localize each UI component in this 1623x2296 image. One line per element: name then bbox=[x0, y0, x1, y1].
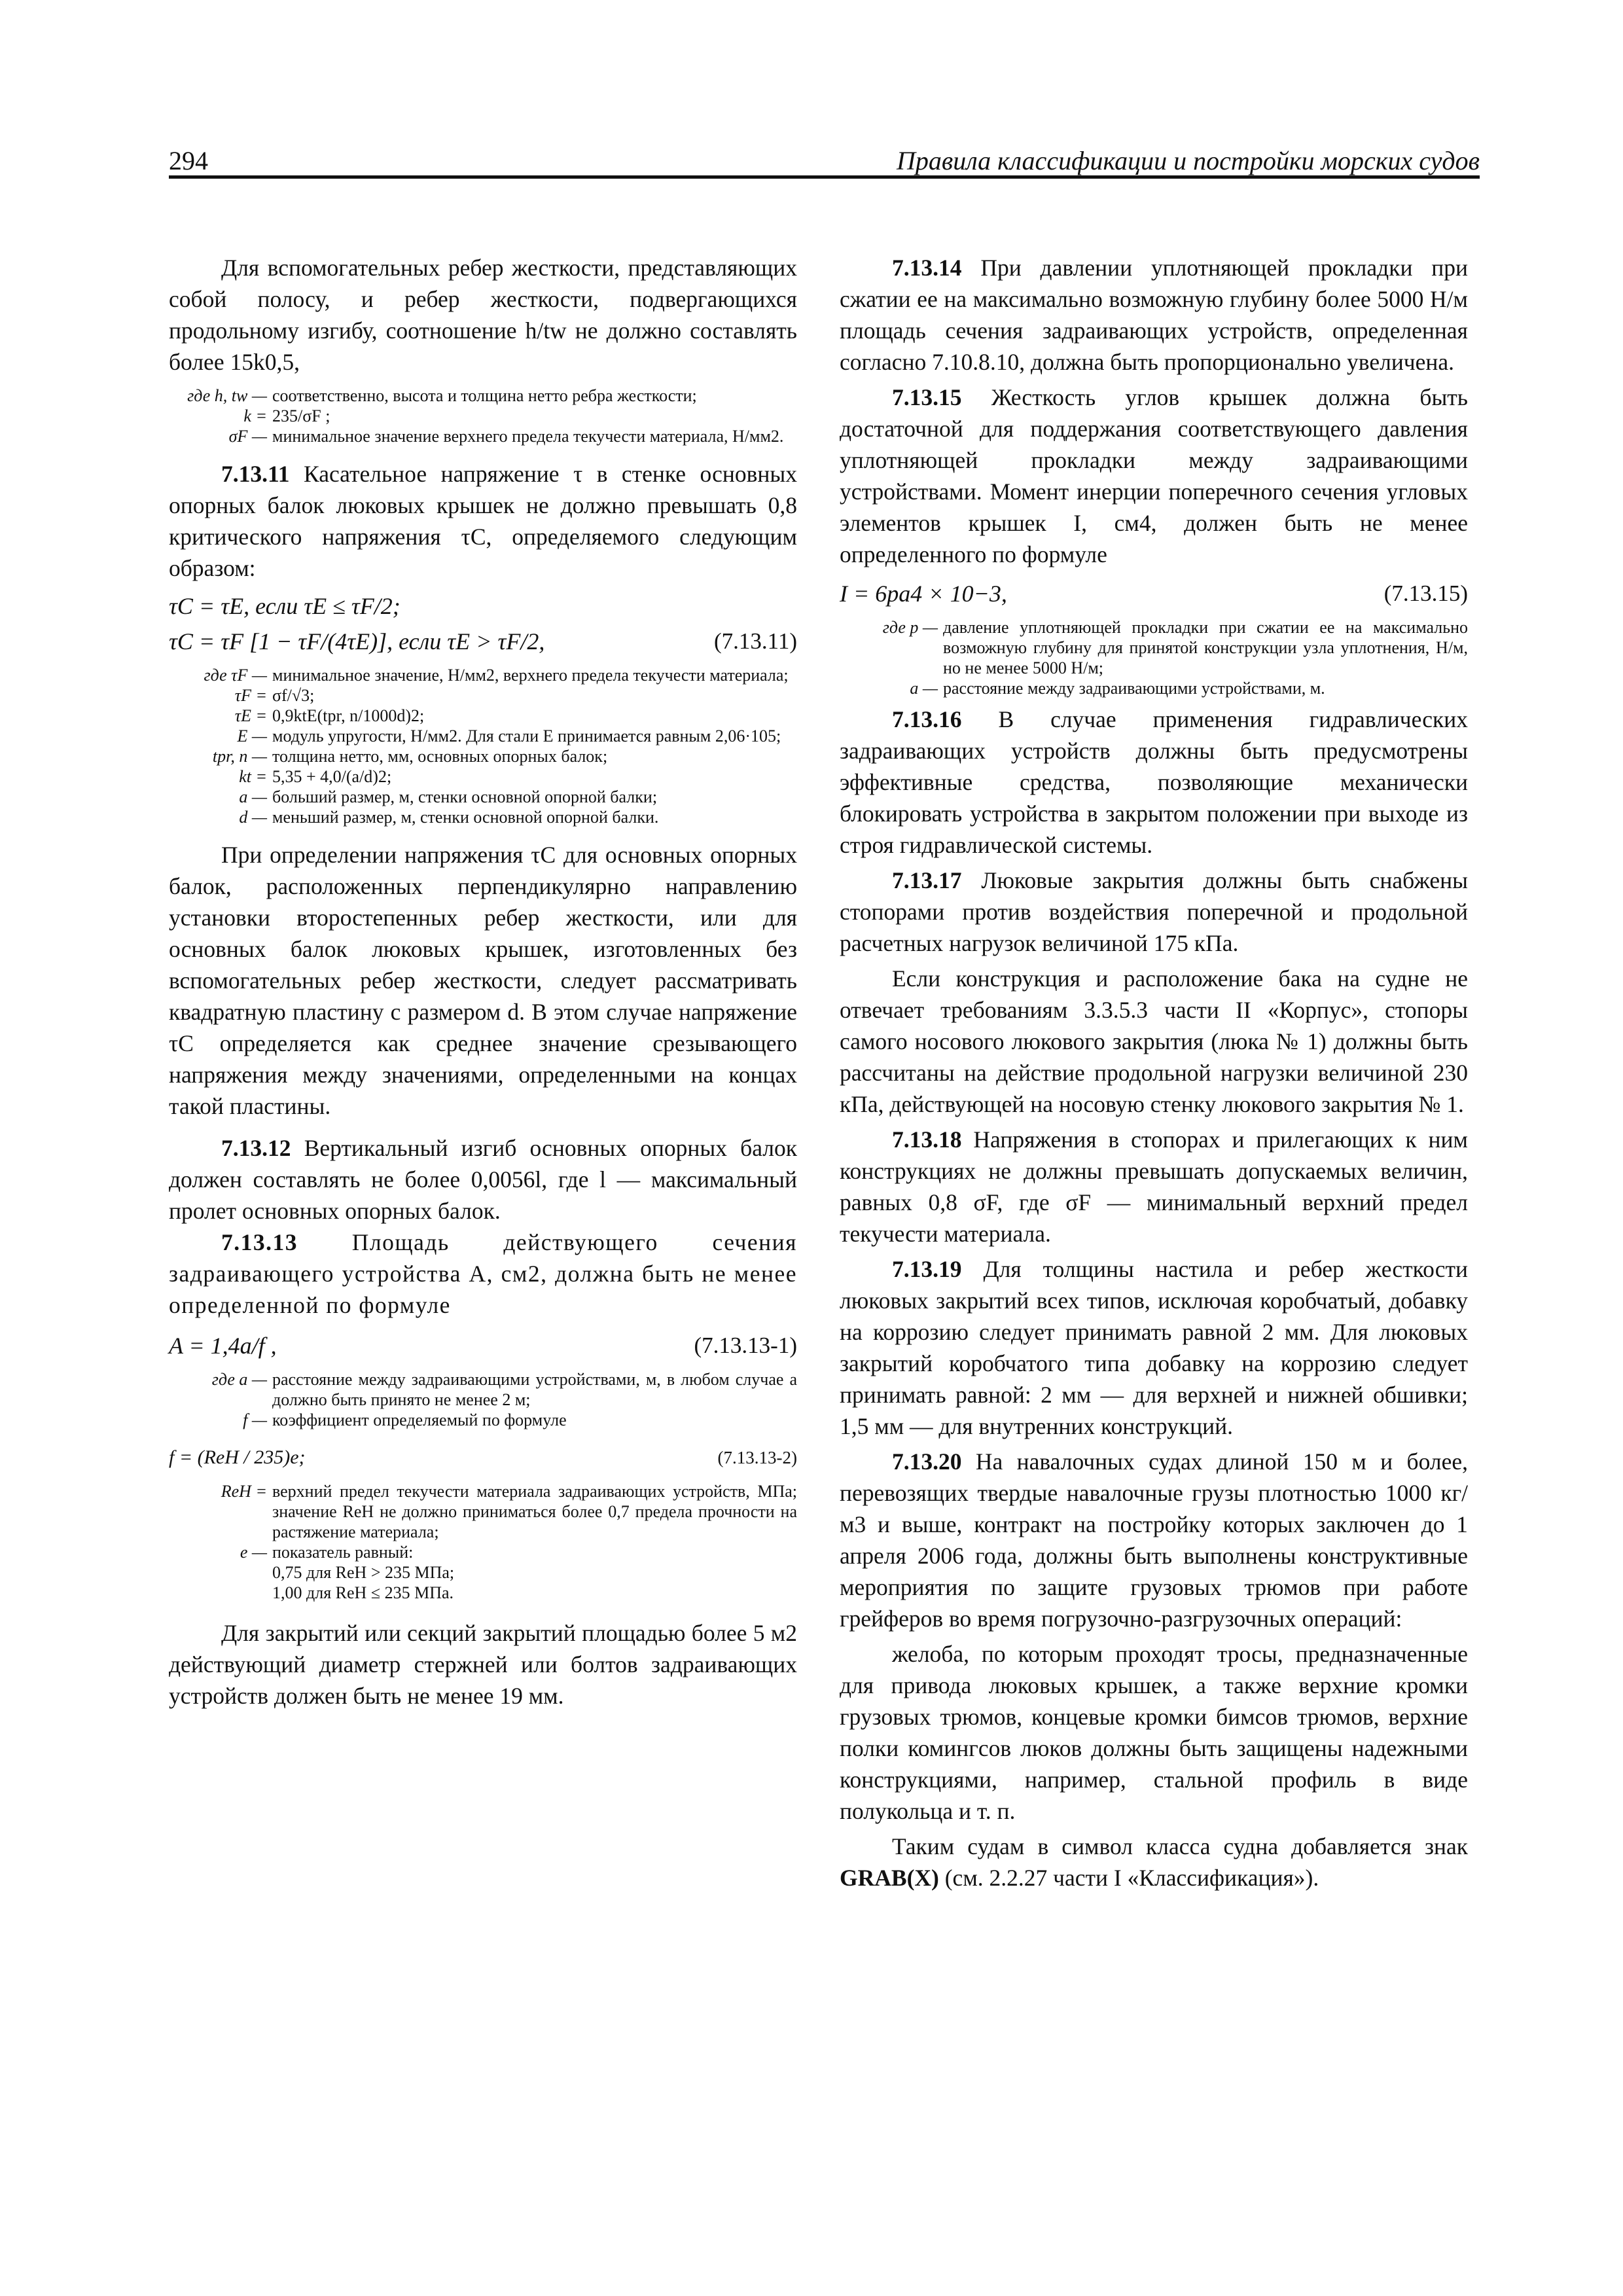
section-number: 7.13.13 bbox=[221, 1229, 298, 1255]
section-number: 7.13.19 bbox=[892, 1256, 962, 1282]
formula-expression: A = 1,4a/f , bbox=[169, 1333, 277, 1359]
formula-line-2: τC = τF [1 − τF/(4τE)], если τE > τF/2, bbox=[169, 628, 545, 655]
definition-text: толщина нетто, мм, основных опорных балок; bbox=[272, 747, 608, 766]
formula-expression: I = 6pa4 × 10−3, bbox=[840, 581, 1007, 607]
section-number: 7.13.12 bbox=[221, 1135, 291, 1161]
definition-text: 0,75 для ReH > 235 МПа; bbox=[272, 1563, 455, 1582]
definition-text: коэффициент определяемый по формуле bbox=[272, 1410, 567, 1429]
definition-row bbox=[169, 665, 797, 685]
definition-term: e — bbox=[240, 1543, 267, 1562]
definition-term: где p — bbox=[882, 618, 938, 637]
definition-text: соответственно, высота и толщина нетто ребра жесткости; bbox=[272, 386, 697, 405]
definition-row bbox=[840, 617, 1468, 678]
definition-text: σf/√3; bbox=[272, 686, 315, 705]
definition-row bbox=[169, 406, 797, 426]
definition-row bbox=[169, 1369, 797, 1410]
formula-number: (7.13.13-1) bbox=[694, 1333, 797, 1358]
section-text: Вертикальный изгиб основных опорных балок должен составлять не более 0,0056l, где l — максимальный пролет основных опорных балок. bbox=[169, 1135, 798, 1224]
notation-text-start: Таким судам в символ класса судна добавляется знак bbox=[892, 1833, 1468, 1859]
section-7-13-19 bbox=[840, 1253, 1468, 1442]
formula-number: (7.13.15) bbox=[1383, 581, 1468, 606]
definition-text: 1,00 для ReH ≤ 235 МПа. bbox=[272, 1583, 454, 1602]
formula-7-13-13-2 bbox=[169, 1442, 797, 1473]
definition-text: 235/σF ; bbox=[272, 406, 330, 425]
definition-text: показатель равный: bbox=[272, 1543, 414, 1562]
definition-term bbox=[169, 1562, 272, 1583]
definition-row bbox=[169, 1542, 797, 1562]
definition-text: минимальное значение верхнего предела текучести материала, Н/мм2. bbox=[272, 427, 784, 446]
formula-7-13-15 bbox=[840, 578, 1468, 609]
section-7-13-11 bbox=[169, 458, 797, 584]
definition-term: τF = bbox=[234, 686, 267, 705]
definition-text: минимальное значение, Н/мм2, верхнего предела текучести материала; bbox=[272, 666, 789, 685]
section-number: 7.13.20 bbox=[892, 1448, 962, 1475]
definition-text: больший размер, м, стенки основной опорной балки; bbox=[272, 787, 658, 806]
section-text: Площадь действующего сечения задраивающего устройства A, см2, должна быть не менее определенной по формуле bbox=[169, 1229, 798, 1318]
definition-row bbox=[169, 706, 797, 726]
paragraph-ribs-ratio: Для вспомогательных ребер жесткости, представляющих собой полосу, и ребер жесткости, подвергающихся продольному изгибу, соотношение h/tw не должно составлять более 15k0,5, bbox=[169, 255, 797, 375]
section-text: Напряжения в стопорах и прилегающих к ним конструкциях не должны превышать допускаемых величин, равных 0,8 σF, где σF — минимальный верхний предел текучести материала. bbox=[840, 1126, 1469, 1247]
definition-row bbox=[169, 746, 797, 766]
definitions-gasket bbox=[840, 617, 1468, 698]
section-7-13-13 bbox=[169, 1227, 797, 1321]
section-text: Для толщины настила и ребер жесткости люковых закрытий всех типов, исключая коробчатый, добавку на коррозию следует принимать равной 2 мм. Для люковых закрытий коробчатого типа добавку на коррозию следует принимать равной: 2 мм — для верхней и нижней обшивки; 1,5 мм — для внутренних конструкций. bbox=[840, 1256, 1469, 1439]
definition-term bbox=[169, 1583, 272, 1603]
definition-row bbox=[169, 766, 797, 787]
definition-term: a — bbox=[239, 787, 267, 806]
definition-row bbox=[169, 386, 797, 406]
definition-term: f — bbox=[243, 1410, 267, 1429]
section-7-13-20 bbox=[840, 1446, 1468, 1634]
definition-row bbox=[169, 787, 797, 807]
section-number: 7.13.18 bbox=[892, 1126, 962, 1153]
section-7-13-18 bbox=[840, 1124, 1468, 1249]
section-number: 7.13.14 bbox=[892, 255, 962, 281]
definition-term: где τF — bbox=[204, 666, 267, 685]
formula-line-1: τC = τE, если τE ≤ τF/2; bbox=[169, 593, 401, 619]
definition-text: 5,35 + 4,0/(a/d)2; bbox=[272, 767, 392, 786]
section-text: Касательное напряжение τ в стенке основных опорных балок люковых крышек не должно превышать 0,8 критического напряжения τC, определяемого следующим образом: bbox=[169, 461, 798, 581]
section-7-13-17 bbox=[840, 865, 1468, 959]
formula-number: (7.13.11) bbox=[713, 628, 797, 654]
definition-term: tpr, n — bbox=[212, 747, 267, 766]
formula-expression: f = (ReH / 235)e; bbox=[169, 1446, 306, 1468]
definition-term: где h, tw — bbox=[187, 386, 267, 405]
paragraph-bolt-diameter: Для закрытий или секций закрытий площадью более 5 м2 действующий диаметр стержней или болтов задраивающих устройств должен быть не менее 19 мм. bbox=[169, 1620, 797, 1709]
definition-row bbox=[169, 1562, 797, 1583]
definition-term: kt = bbox=[239, 767, 267, 786]
definition-term: d — bbox=[239, 808, 267, 827]
header-rule bbox=[169, 175, 1480, 179]
page-number: 294 bbox=[169, 146, 208, 175]
definition-row bbox=[840, 678, 1468, 698]
paragraph-grab-protection: желоба, по которым проходят тросы, предназначенные для привода люковых крышек, а также верхние кромки грузовых трюмов, концевые кромки бимсов трюмов, верхние полки комингсов люков должны быть защищены надежными конструкциями, например, стальной профиль в виде полукольца и т. п. bbox=[840, 1641, 1468, 1824]
definition-text: расстояние между задраивающими устройствами, м, в любом случае a должно быть принято не менее 2 м; bbox=[272, 1370, 797, 1409]
definition-term: τE = bbox=[234, 706, 267, 725]
section-text: В случае применения гидравлических задраивающих устройств должны быть предусмотрены эффективные средства, позволяющие механически блокировать устройства в закрытом положении при выходе из строя гидравлической системы. bbox=[840, 706, 1468, 858]
definition-term: ReH = bbox=[221, 1482, 267, 1501]
formula-7-13-13-1 bbox=[169, 1330, 797, 1361]
definition-row bbox=[169, 1410, 797, 1430]
definition-text: 0,9ktE(tpr, n/1000d)2; bbox=[272, 706, 425, 725]
definition-row bbox=[169, 685, 797, 706]
paragraph-stress-plate: При определении напряжения τC для основных опорных балок, расположенных перпендикулярно направлению установки второстепенных ребер жесткости, или для основных балок люковых крышек, изготовленных без вспомогательных ребер жесткости, следует рассматривать квадратную пластину с размером d. В этом случае напряжение τC определяется как среднее значение срезывающего напряжения между значениями, определенными на концах такой пластины. bbox=[169, 842, 797, 1119]
definition-row bbox=[169, 807, 797, 827]
definition-text: давление уплотняющей прокладки при сжатии ее на максимально возможную глубину для принятой конструкции узла уплотнения, Н/м, но не менее 5000 Н/м; bbox=[943, 618, 1468, 677]
definitions-ribs bbox=[169, 386, 797, 446]
definition-row bbox=[169, 726, 797, 746]
definitions-shear bbox=[169, 665, 797, 827]
definition-row bbox=[169, 1583, 797, 1603]
section-text: Жесткость углов крышек должна быть достаточной для поддержания соответствующего давления уплотняющей прокладки между задраивающими устройствами. Момент инерции поперечного сечения угловых элементов крышек I, см4, должен быть не менее определенного по формуле bbox=[840, 384, 1468, 567]
section-text: На навалочных судах длиной 150 м и более, перевозящих твердые навалочные грузы плотностью 1000 кг/м3 и выше, контракт на постройку которых заключен до 1 апреля 2006 года, должны быть выполнены конструктивные мероприятия по защите грузовых трюмов при работе грейферов во время погрузочно-разгрузочных операций: bbox=[840, 1448, 1468, 1632]
definitions-area bbox=[169, 1369, 797, 1430]
section-number: 7.13.15 bbox=[892, 384, 962, 410]
section-text: Люковые закрытия должны быть снабжены стопорами против воздействия поперечной и продольной расчетных нагрузок величиной 175 кПа. bbox=[840, 867, 1468, 956]
section-7-13-14 bbox=[840, 252, 1468, 378]
definition-term: a — bbox=[910, 679, 938, 698]
definitions-coefficient bbox=[169, 1481, 797, 1603]
paragraph-grab-notation bbox=[840, 1831, 1468, 1893]
section-7-13-12 bbox=[169, 1132, 797, 1227]
section-text: При давлении уплотняющей прокладки при сжатии ее на максимально возможную глубину более 5000 Н/м площадь сечения задраивающих устройств, определенная согласно 7.10.8.10, должна быть пропорционально увеличена. bbox=[840, 255, 1468, 375]
formula-7-13-11 bbox=[169, 590, 797, 657]
section-7-13-16 bbox=[840, 704, 1468, 861]
definition-text: верхний предел текучести материала задраивающих устройств, МПа; значение ReH не должно приниматься более 0,7 предела прочности на растяжение материала; bbox=[272, 1482, 797, 1541]
definition-row bbox=[169, 426, 797, 446]
definition-term: где a — bbox=[211, 1370, 267, 1389]
formula-number: (7.13.13-2) bbox=[717, 1448, 797, 1467]
definition-text: расстояние между задраивающими устройствами, м. bbox=[943, 679, 1325, 698]
definition-text: меньший размер, м, стенки основной опорной балки. bbox=[272, 808, 659, 827]
definition-term: E — bbox=[237, 726, 267, 745]
definition-row bbox=[169, 1481, 797, 1542]
definition-term: σF — bbox=[228, 427, 267, 446]
section-7-13-15 bbox=[840, 382, 1468, 570]
section-number: 7.13.16 bbox=[892, 706, 962, 732]
right-column bbox=[840, 252, 1468, 1893]
section-number: 7.13.17 bbox=[892, 867, 962, 893]
section-number: 7.13.11 bbox=[221, 461, 290, 487]
definition-term: k = bbox=[243, 406, 267, 425]
running-title: Правила классификации и постройки морских судов bbox=[896, 146, 1480, 175]
left-column bbox=[169, 252, 797, 1712]
paragraph-forecastle: Если конструкция и расположение бака на судне не отвечает требованиям 3.3.5.3 части II «Корпус», стопоры самого носового люкового закрытия (люка № 1) должны быть рассчитаны на действие продольной нагрузки величиной 230 кПа, действующей на носовую стенку люкового закрытия № 1. bbox=[840, 965, 1468, 1117]
class-notation: GRAB(X) bbox=[840, 1865, 939, 1891]
definition-text: модуль упругости, Н/мм2. Для стали E принимается равным 2,06·105; bbox=[272, 726, 781, 745]
notation-text-end: (см. 2.2.27 части I «Классификация»). bbox=[944, 1865, 1319, 1891]
